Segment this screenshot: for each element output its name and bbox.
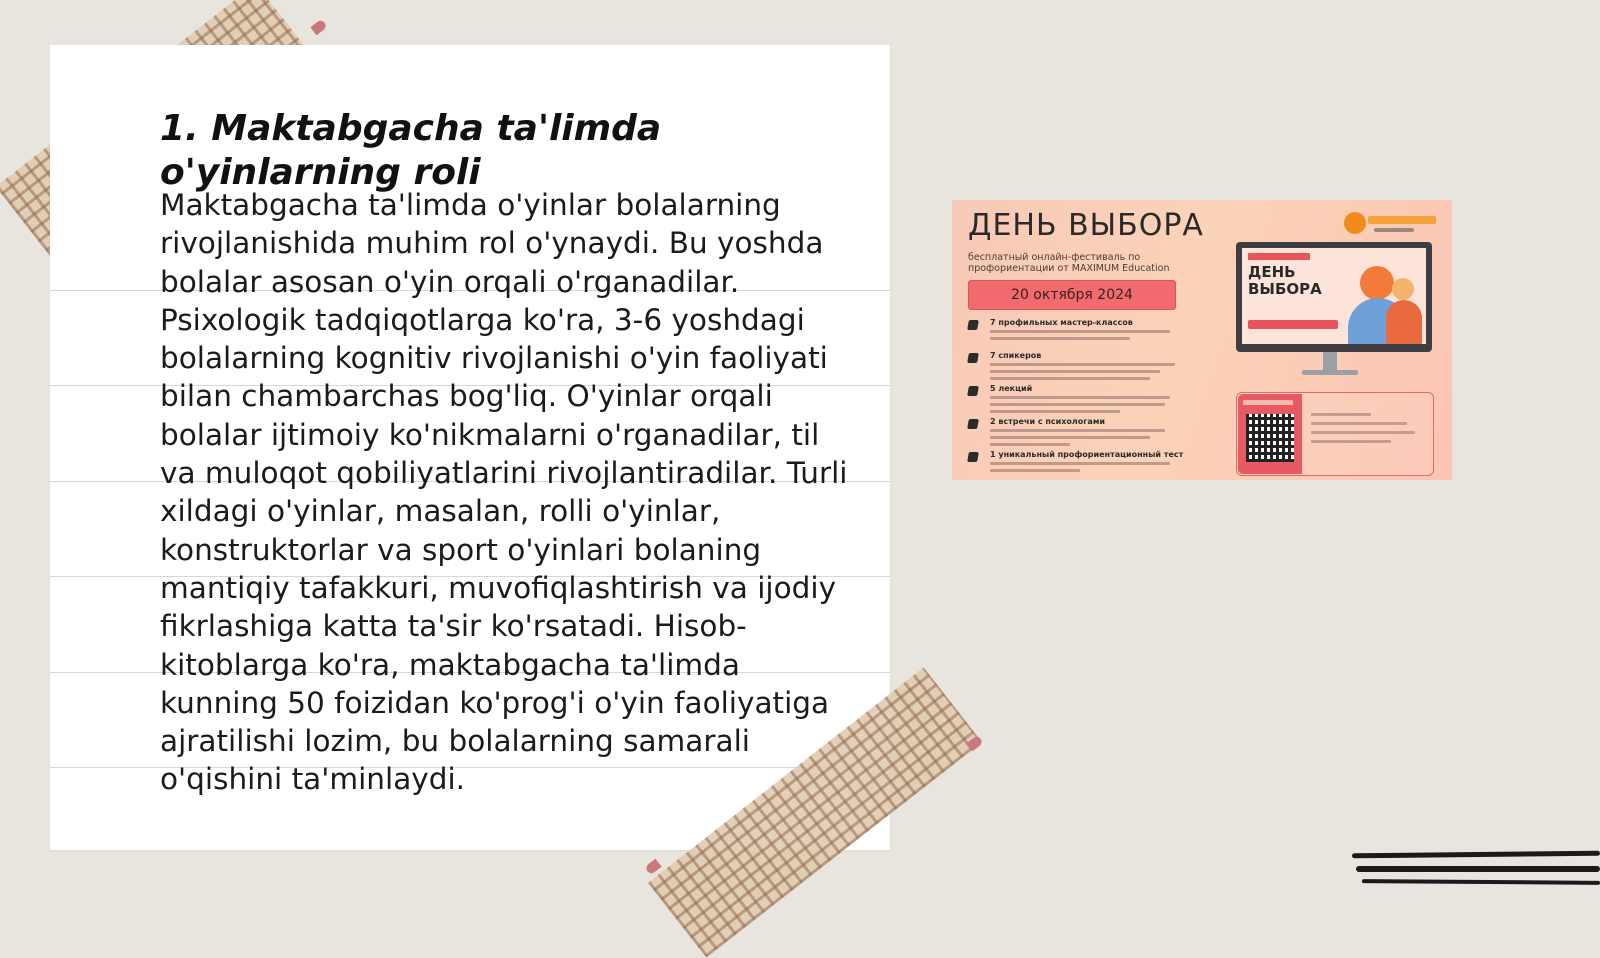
qr-panel — [1238, 394, 1302, 474]
brush-stroke — [1352, 851, 1600, 859]
slide-title: 1. Maktabgacha ta'limda o'yinlarning roli — [160, 108, 662, 193]
monitor-screen — [1242, 248, 1426, 344]
slide-body-text: Maktabgacha ta'limda o'yinlar bolalarning rivojlanishida muhim rol o'ynaydi. Bu yoshda bolalar asosan o'yin orqali o'rganadilar. Psixologik tadqiqotlarga ko'ra, 3-6 yoshdagi bolalarning kognitiv rivojlanishi o'yin faoliyati bilan chambarchas bog'liq. O'yinlar orqali bolalar ijtimoiy ko'nikmalarni o'rganadilar, til va muloqot qobiliyatlarini rivojlantiradilar. Turli xildagi o'yinlar, masalan, rolli o'yinlar, konstruktorlar va sport o'yinlari bolaning mantiqiy tafakkuri, muvofiqlashtirish va ijodiy fikrlashiga katta ta'sir ko'rsatadi. Hisob-kitoblarga ko'ra, maktabgacha ta'limda kunning 50 foizidan ko'prog'i o'yin faoliyatiga ajratilishi lozim, bu bolalarning samarali o'qishini ta'minlaydi. — [160, 188, 848, 797]
poster-title: ДЕНЬ ВЫБОРА — [968, 208, 1204, 243]
brush-stroke — [1356, 866, 1600, 872]
monitor-illustration — [1236, 242, 1432, 352]
note-paper — [50, 45, 890, 850]
list-item-label: 7 профильных мастер-классов — [990, 318, 1133, 327]
bullet-icon — [967, 353, 979, 363]
poster-subtitle: бесплатный онлайн-фестиваль по профориентации от MAXIMUM Education — [968, 252, 1170, 274]
tape-tip — [310, 19, 327, 35]
monitor-stand — [1323, 352, 1337, 370]
qr-code-icon — [1246, 414, 1294, 462]
monitor-base — [1302, 370, 1358, 375]
event-poster — [952, 200, 1452, 480]
brush-stroke — [1362, 879, 1600, 885]
maximum-logo — [1344, 212, 1440, 236]
bullet-icon — [967, 386, 979, 396]
bullet-icon — [967, 419, 979, 429]
bullet-icon — [967, 320, 979, 330]
bullet-icon — [967, 452, 979, 462]
list-item — [968, 384, 1183, 417]
list-item — [968, 318, 1183, 351]
list-item — [968, 417, 1183, 450]
poster-date: 20 октября 2024 — [968, 280, 1176, 310]
registration-box — [1236, 392, 1434, 476]
poster-list — [968, 318, 1183, 480]
monitor-title: ДЕНЬ ВЫБОРА — [1248, 263, 1322, 298]
registration-details — [1311, 413, 1421, 449]
list-item — [968, 450, 1183, 480]
list-item-label: 2 встречи с психологами — [990, 417, 1105, 426]
list-item-label: 1 уникальный профориентационный тест — [990, 450, 1184, 459]
list-item-label: 7 спикеров — [990, 351, 1042, 360]
list-item-label: 5 лекций — [990, 384, 1033, 393]
list-item — [968, 351, 1183, 384]
